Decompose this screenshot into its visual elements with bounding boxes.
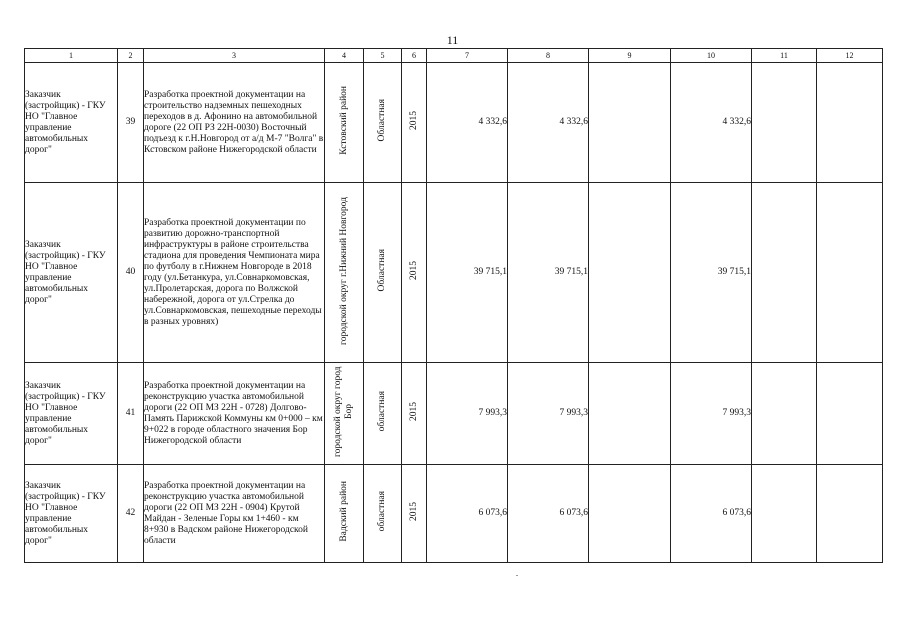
value-cell-col7: 4 332,6	[427, 63, 508, 183]
value-cell-col11	[752, 63, 817, 183]
level-text: областная	[377, 391, 387, 432]
scan-speck	[516, 575, 518, 576]
value-cell-col9	[589, 183, 671, 363]
table-row	[25, 465, 883, 563]
value-cell-col10: 7 993,3	[671, 363, 752, 465]
row-number-cell: 41	[118, 363, 144, 465]
year-cell	[402, 63, 427, 183]
description-cell: Разработка проектной документации на строительство надземных пешеходных переходов в д. Афонино на автомобильной дороге (22 ОП РЗ 22Н-0030) Восточный подъезд к г.Н.Новгород от а/д М-7 "Волга" в Кстовском районе Нижегородской области	[144, 63, 325, 183]
page-number: 11	[446, 33, 459, 47]
column-header: 5	[364, 49, 402, 63]
value-cell-col9	[589, 363, 671, 465]
level-cell	[364, 63, 402, 183]
value-cell-col11	[752, 363, 817, 465]
value-cell-col10: 39 715,1	[671, 183, 752, 363]
customer-cell: Заказчик (застройщик) - ГКУ НО "Главное управление автомобильных дорог"	[25, 465, 118, 563]
year-text: 2015	[408, 111, 419, 130]
value-cell-col10: 4 332,6	[671, 63, 752, 183]
value-cell-col12	[817, 363, 883, 465]
year-cell	[402, 183, 427, 363]
column-header: 10	[671, 49, 752, 63]
column-header: 4	[325, 49, 364, 63]
level-cell	[364, 465, 402, 563]
level-text: областная	[377, 491, 387, 532]
year-text: 2015	[408, 502, 419, 521]
column-header: 3	[144, 49, 325, 63]
level-text: Областная	[377, 249, 387, 292]
column-header: 7	[427, 49, 508, 63]
value-cell-col10: 6 073,6	[671, 465, 752, 563]
district-text: Кстовский район	[338, 86, 349, 155]
value-cell-col8: 7 993,3	[508, 363, 589, 465]
value-cell-col12	[817, 63, 883, 183]
row-number-cell: 40	[118, 183, 144, 363]
column-header: 8	[508, 49, 589, 63]
district-cell	[325, 63, 364, 183]
level-cell	[364, 183, 402, 363]
customer-cell: Заказчик (застройщик) - ГКУ НО "Главное управление автомобильных дорог"	[25, 183, 118, 363]
value-cell-col8: 39 715,1	[508, 183, 589, 363]
column-header: 12	[817, 49, 883, 63]
customer-cell: Заказчик (застройщик) - ГКУ НО "Главное управление автомобильных дорог"	[25, 63, 118, 183]
value-cell-col12	[817, 465, 883, 563]
level-cell	[364, 363, 402, 465]
column-header: 11	[752, 49, 817, 63]
table-row	[25, 363, 883, 465]
value-cell-col11	[752, 465, 817, 563]
construction-objects-table	[24, 48, 883, 563]
column-header: 6	[402, 49, 427, 63]
column-header: 1	[25, 49, 118, 63]
level-text: Областная	[377, 99, 387, 142]
value-cell-col8: 6 073,6	[508, 465, 589, 563]
district-cell	[325, 465, 364, 563]
year-cell	[402, 363, 427, 465]
district-text: городской округ г.Нижний Новгород	[338, 196, 349, 345]
district-cell	[325, 363, 364, 465]
row-number-cell: 39	[118, 63, 144, 183]
district-text: городской округ город Бор	[333, 366, 354, 457]
value-cell-col7: 6 073,6	[427, 465, 508, 563]
value-cell-col11	[752, 183, 817, 363]
column-header: 9	[589, 49, 671, 63]
value-cell-col8: 4 332,6	[508, 63, 589, 183]
value-cell-col7: 7 993,3	[427, 363, 508, 465]
table-row	[25, 183, 883, 363]
year-cell	[402, 465, 427, 563]
year-text: 2015	[408, 402, 419, 421]
description-cell: Разработка проектной документации на реконструкцию участка автомобильной дороги (22 ОП МЗ 22Н - 0728) Долгово-Память Парижской Коммуны км 0+000 – км 9+022 в городе областного значения Бор Нижегородской области	[144, 363, 325, 465]
table-row	[25, 63, 883, 183]
description-cell: Разработка проектной документации на реконструкцию участка автомобильной дороги (22 ОП МЗ 22Н - 0904) Крутой Майдан - Зеленые Горы км 1+460 - км 8+930 в Вадском районе Нижегородской области	[144, 465, 325, 563]
district-text: Вадский район	[338, 481, 349, 542]
district-cell	[325, 183, 364, 363]
customer-cell: Заказчик (застройщик) - ГКУ НО "Главное управление автомобильных дорог"	[25, 363, 118, 465]
column-number-header-row	[25, 49, 883, 63]
row-number-cell: 42	[118, 465, 144, 563]
value-cell-col9	[589, 465, 671, 563]
column-header: 2	[118, 49, 144, 63]
value-cell-col12	[817, 183, 883, 363]
year-text: 2015	[408, 261, 419, 280]
description-cell: Разработка проектной документации по развитию дорожно-транспортной инфраструктуры в районе строительства стадиона для проведения Чемпионата мира по футболу в г.Нижнем Новгороде в 2018 году (ул.Бетанкура, ул.Совнаркомовская, ул.Пролетарская, дорога по Волжской набережной, дорога от ул.Стрелка до ул.Совнаркомовская, пешеходные переходы в разных уровнях)	[144, 183, 325, 363]
value-cell-col7: 39 715,1	[427, 183, 508, 363]
value-cell-col9	[589, 63, 671, 183]
